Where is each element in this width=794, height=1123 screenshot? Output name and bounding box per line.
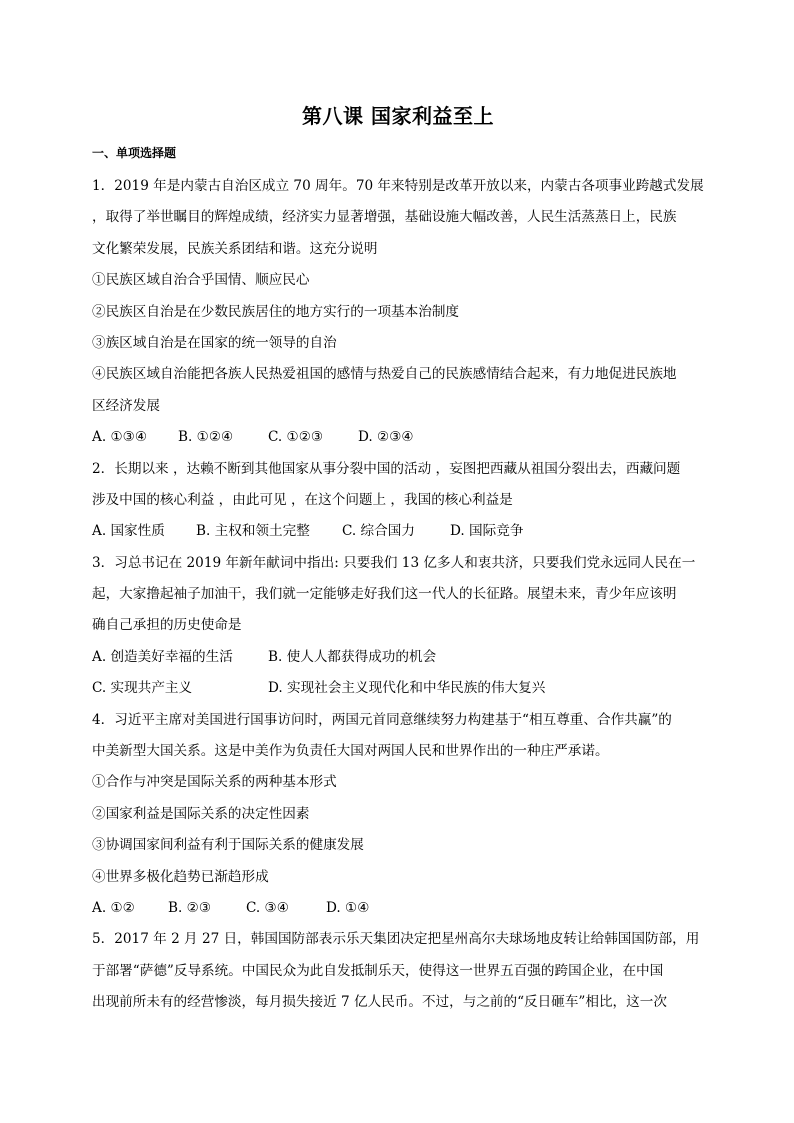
question-2-line-2: 涉及中国的核心利益 ，由此可见 ，在这个问题上 ，我国的核心利益是 bbox=[92, 491, 513, 508]
question-2-options bbox=[92, 516, 704, 547]
question-1-options bbox=[92, 422, 704, 453]
question-5 bbox=[92, 924, 704, 1018]
question-1-item-2: ②民族区自治是在少数民族居住的地方实行的一项基本治制度 bbox=[92, 303, 460, 320]
question-5-line-2: 于部署“萨德”反导系统。中国民众为此自发抵制乐天，使得这一世界五百强的跨国企业，在中国 bbox=[92, 962, 664, 979]
question-1-item-1: ①民族区域自治合乎国情、顺应民心 bbox=[92, 272, 310, 289]
question-1-line-2: ，取得了举世瞩目的辉煌成绩，经济实力显著增强，基础设施大幅改善，人民生活蒸蒸日上，民族 bbox=[92, 209, 677, 226]
question-1-item-4-cont: 区经济发展 bbox=[92, 397, 160, 414]
lesson-title: 第八课 国家利益至上 bbox=[302, 104, 494, 128]
option-d: D. ②③④ bbox=[358, 429, 414, 446]
option-b: B. 使人人都获得成功的机会 bbox=[268, 648, 437, 665]
question-4-line-2: 中美新型大国关系。这是中美作为负责任大国对两国人民和世界作出的一种庄严承诺。 bbox=[92, 743, 609, 760]
question-3 bbox=[92, 548, 704, 705]
option-d: D. 国际竞争 bbox=[450, 523, 524, 540]
question-4-item-2: ②国家利益是国际关系的决定性因素 bbox=[92, 805, 310, 822]
question-4-item-4: ④世界多极化趋势已渐趋形成 bbox=[92, 868, 269, 885]
option-d: D. ①④ bbox=[326, 899, 370, 916]
option-c: C. ③④ bbox=[246, 899, 289, 916]
question-4-options bbox=[92, 893, 704, 924]
question-5-line-1: 5．2017 年 2 月 27 日，韩国国防部表示乐天集团决定把星州高尔夫球场地皮转让给韩国国防部，用 bbox=[92, 931, 700, 948]
option-a: A. ①③④ bbox=[92, 429, 148, 446]
question-1 bbox=[92, 171, 704, 454]
question-3-options-row-2 bbox=[92, 673, 704, 704]
option-c: C. 实现共产主义 bbox=[92, 680, 193, 697]
question-4-line-1: 4．习近平主席对美国进行国事访问时，两国元首同意继续努力构建基于“相互尊重、合作共赢”的 bbox=[92, 711, 672, 728]
question-1-item-3: ③族区域自治是在国家的统一领导的自治 bbox=[92, 334, 337, 351]
question-3-line-3: 确自己承担的历史使命是 bbox=[92, 617, 242, 634]
option-d: D. 实现社会主义现代化和中华民族的伟大复兴 bbox=[268, 680, 546, 697]
question-3-options-row-1 bbox=[92, 642, 704, 673]
question-1-line-1: 1．2019 年是内蒙古自治区成立 70 周年。70 年来特别是改革开放以来，内蒙古各项事业跨越式发展 bbox=[92, 178, 704, 194]
option-a: A. ①② bbox=[92, 899, 135, 916]
question-2-line-1: 2．长期以来 ，达赖不断到其他国家从事分裂中国的活动 ，妄图把西藏从祖国分裂出去，西藏问题 bbox=[92, 460, 681, 477]
question-1-item-4: ④民族区域自治能把各族人民热爱祖国的感情与热爱自己的民族感情结合起来，有力地促进民族地 bbox=[92, 366, 677, 383]
option-a: A. 国家性质 bbox=[92, 523, 165, 540]
option-b: B. ①②④ bbox=[178, 429, 234, 446]
option-c: C. 综合国力 bbox=[342, 523, 415, 540]
question-5-line-3: 出现前所未有的经营惨淡，每月损失接近 7 亿人民币。不过，与之前的“反日砸车”相比，这一次 bbox=[92, 994, 667, 1011]
question-3-line-2: 起，大家撸起袖子加油干，我们就一定能够走好我们这一代人的长征路。展望未来，青少年应该明 bbox=[92, 586, 677, 603]
option-b: B. 主权和领土完整 bbox=[196, 523, 310, 540]
option-a: A. 创造美好幸福的生活 bbox=[92, 648, 233, 665]
question-4 bbox=[92, 705, 704, 925]
section-heading: 一、单项选择题 bbox=[92, 146, 177, 160]
question-4-item-3: ③协调国家间利益有利于国际关系的健康发展 bbox=[92, 837, 364, 854]
option-c: C. ①②③ bbox=[268, 429, 324, 446]
question-2 bbox=[92, 454, 704, 548]
question-4-item-1: ①合作与冲突是国际关系的两种基本形式 bbox=[92, 774, 337, 791]
option-b: B. ②③ bbox=[168, 899, 212, 916]
question-list bbox=[92, 171, 704, 1019]
question-3-line-1: 3．习总书记在 2019 年新年献词中指出: 只要我们 13 亿多人和衷共济，只要我们党永远同人民在一 bbox=[92, 554, 696, 571]
question-1-line-3: 文化繁荣发展，民族关系团结和谐。这充分说明 bbox=[92, 240, 378, 257]
